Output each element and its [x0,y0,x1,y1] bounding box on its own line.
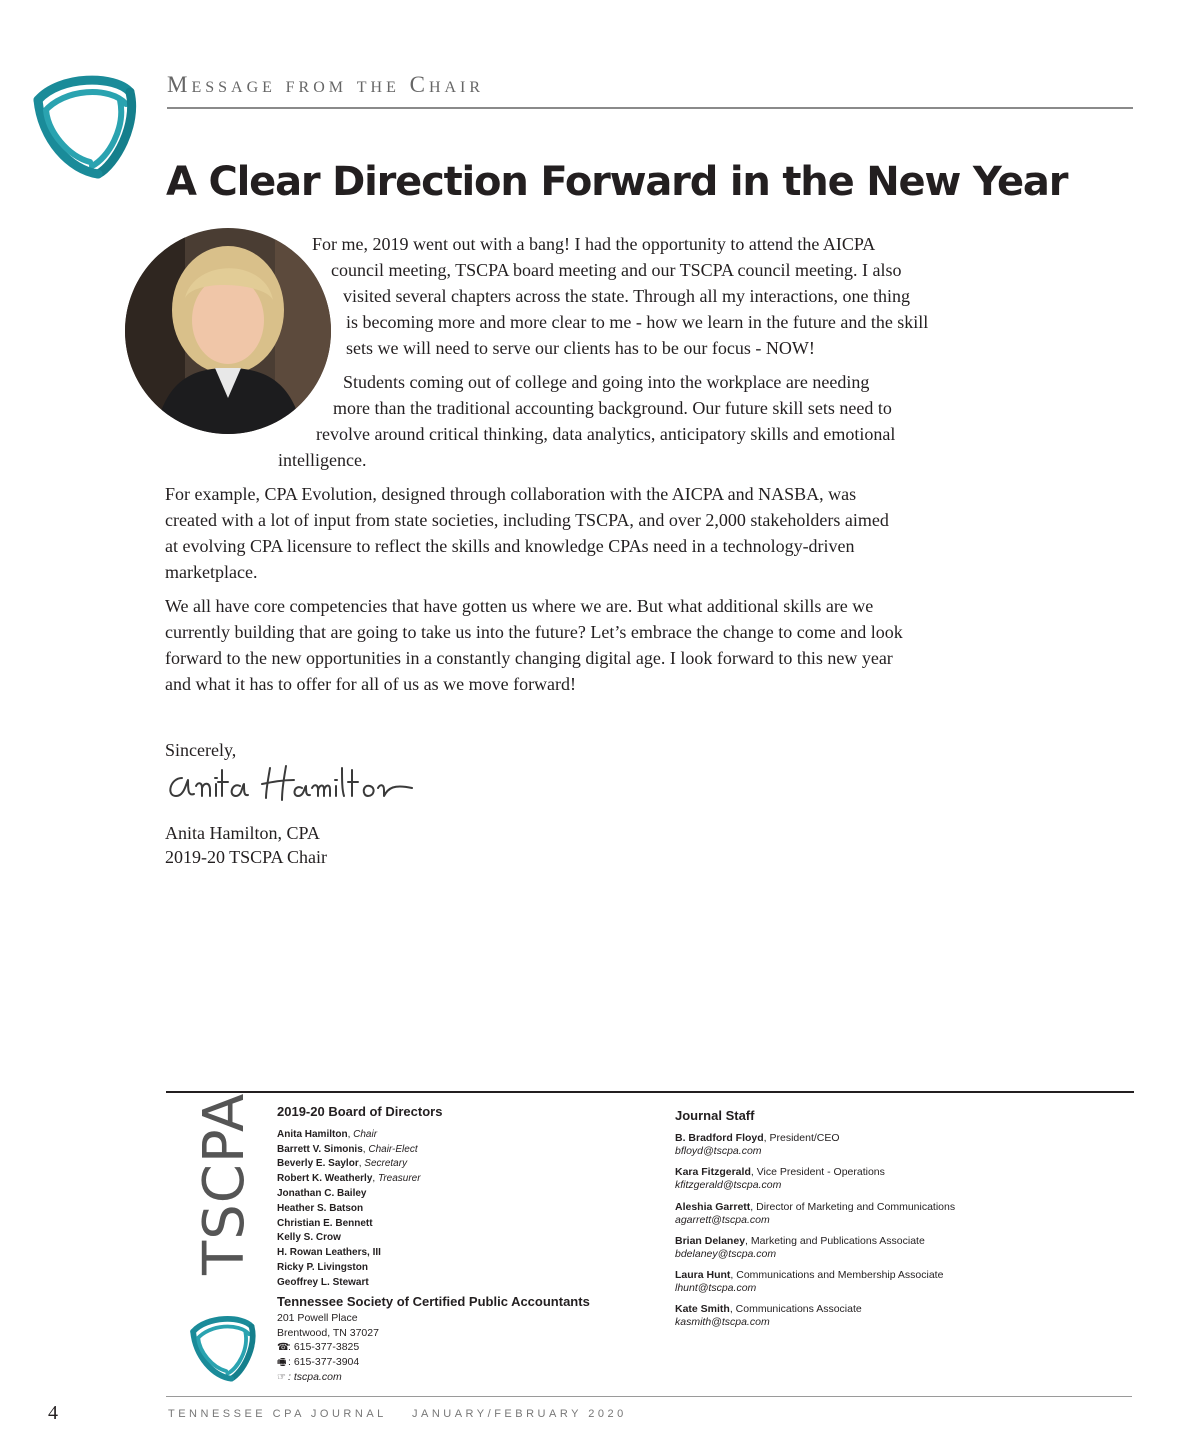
staff-member: Aleshia Garrett, Director of Marketing and Communications agarrett@tscpa.com [675,1201,956,1226]
staff-member: Brian Delaney, Marketing and Publications Associate bdelaney@tscpa.com [675,1235,925,1260]
staff-email[interactable]: kasmith@tscpa.com [675,1316,770,1328]
issue-date: JANUARY/FEBRUARY 2020 [412,1408,627,1420]
body-line: sets we will need to serve our clients has to be our focus - NOW! [346,338,815,358]
staff-email[interactable]: bfloyd@tscpa.com [675,1145,762,1157]
board-member: H. Rowan Leathers, III [277,1247,381,1258]
staff-email[interactable]: lhunt@tscpa.com [675,1282,757,1294]
signature-image [162,760,417,808]
board-member: Robert K. Weatherly, Treasurer [277,1173,421,1184]
board-member: Christian E. Bennett [277,1218,373,1229]
body-line: more than the traditional accounting background. Our future skill sets need to [333,398,892,418]
journal-staff-title: Journal Staff [675,1108,755,1123]
phone-line: ☎: 615-377-3825 [277,1341,360,1353]
body-line: For example, CPA Evolution, designed through collaboration with the AICPA and NASBA, was [165,484,857,504]
page-footer-divider [166,1396,1132,1397]
author-portrait [125,228,331,434]
staff-email[interactable]: kfitzgerald@tscpa.com [675,1179,782,1191]
board-member: Jonathan C. Bailey [277,1188,367,1199]
body-line: visited several chapters across the state. Through all my interactions, one thing [343,286,911,306]
body-line: revolve around critical thinking, data analytics, anticipatory skills and emotional [316,424,896,444]
body-line: Students coming out of college and going into the workplace are needing [343,372,870,392]
staff-member: Kate Smith, Communications Associate kasmith@tscpa.com [675,1303,862,1328]
body-line: at evolving CPA licensure to reflect the skills and knowledge CPAs need in a technology-driven [165,536,855,556]
society-name: Tennessee Society of Certified Public Accountants [277,1294,590,1309]
signer-name: Anita Hamilton, CPA [165,823,320,843]
board-member: Geoffrey L. Stewart [277,1277,369,1288]
pointer-hand-icon: ☞ [277,1372,286,1383]
board-title: 2019-20 Board of Directors [277,1104,443,1119]
board-member: Kelly S. Crow [277,1232,341,1243]
board-member: Barrett V. Simonis, Chair-Elect [277,1144,418,1155]
staff-member: B. Bradford Floyd, President/CEO bfloyd@tscpa.com [675,1132,840,1157]
phone-icon: ☎ [277,1342,290,1353]
page-number: 4 [48,1402,58,1424]
fax-icon: 🖷 [277,1357,287,1368]
board-member: Anita Hamilton, Chair [277,1129,378,1140]
tscpa-logo-icon [188,1310,258,1385]
body-line: marketplace. [165,562,258,582]
footer-divider [166,1091,1134,1093]
signer-title: 2019-20 TSCPA Chair [165,847,328,867]
body-line: currently building that are going to take us into the future? Let’s embrace the change to come and look [165,622,903,642]
journal-name: TENNESSEE CPA JOURNAL [168,1408,387,1420]
body-line: forward to the new opportunities in a constantly changing digital age. I look forward to this new year [165,648,893,668]
body-line: intelligence. [278,450,367,470]
body-line: created with a lot of input from state societies, including TSCPA, and over 2,000 stakeholders aimed [165,510,889,530]
board-member: Ricky P. Livingston [277,1262,368,1273]
body-line: We all have core competencies that have gotten us where we are. But what additional skills are we [165,596,874,616]
headline: A Clear Direction Forward in the New Year [166,159,1068,205]
section-label: Message from the Chair [167,72,485,97]
address-line: 201 Powell Place [277,1312,358,1324]
staff-email[interactable]: agarrett@tscpa.com [675,1214,770,1226]
body-line: For me, 2019 went out with a bang! I had the opportunity to attend the AICPA [312,234,876,254]
website-link[interactable]: ☞ : tscpa.com [277,1371,342,1383]
board-member: Heather S. Batson [277,1203,364,1214]
body-line: is becoming more and more clear to me - how we learn in the future and the skill [346,312,929,332]
staff-member: Kara Fitzgerald, Vice President - Operations kfitzgerald@tscpa.com [675,1166,885,1191]
tscpa-wordmark: TSCPA [192,1092,257,1275]
staff-member: Laura Hunt, Communications and Membership Associate lhunt@tscpa.com [675,1269,944,1294]
staff-email[interactable]: bdelaney@tscpa.com [675,1248,777,1260]
header-divider [167,107,1133,109]
tscpa-logo-icon [30,70,140,180]
fax-line: 🖷 : 615-377-3904 [277,1356,360,1368]
address-line: Brentwood, TN 37027 [277,1327,379,1339]
body-line: and what it has to offer for all of us as we move forward! [165,674,577,694]
body-line: council meeting, TSCPA board meeting and our TSCPA council meeting. I also [331,260,902,280]
board-member: Beverly E. Saylor, Secretary [277,1158,408,1169]
closing-salutation: Sincerely, [165,740,237,760]
